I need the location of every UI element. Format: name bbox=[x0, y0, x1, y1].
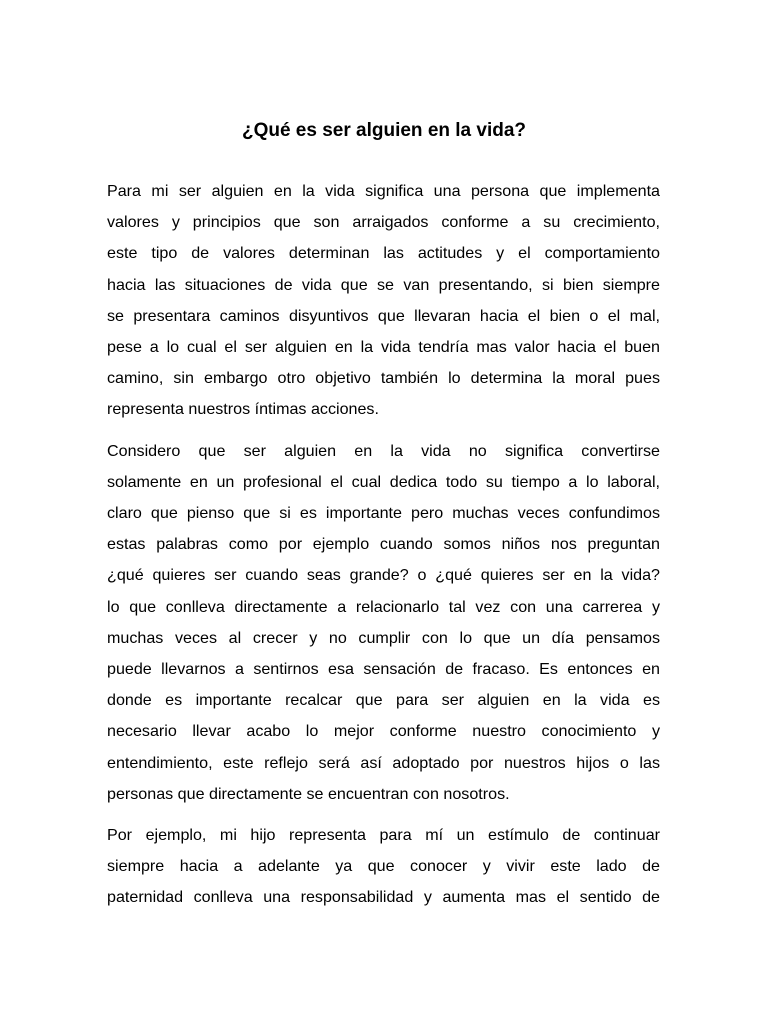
text-line: entendimiento, este reflejo será así adoptado por nuestros hijos o las bbox=[107, 753, 660, 772]
text-line: valores y principios que son arraigados conforme a su crecimiento, bbox=[107, 213, 660, 232]
text-line: Por ejemplo, mi hijo representa para mí un estímulo de continuar bbox=[107, 826, 660, 845]
text-line: se presentara caminos disyuntivos que llevaran hacia el bien o el mal, bbox=[107, 306, 660, 325]
text-line: estas palabras como por ejemplo cuando somos niños nos preguntan bbox=[107, 535, 660, 554]
text-line: hacia las situaciones de vida que se van presentando, si bien siempre bbox=[107, 275, 660, 294]
text-line: necesario llevar acabo lo mejor conforme nuestro conocimiento y bbox=[107, 722, 660, 741]
document-title: ¿Qué es ser alguien en la vida? bbox=[241, 120, 527, 141]
paragraph-2 bbox=[107, 436, 660, 810]
text-line: donde es importante recalcar que para ser alguien en la vida es bbox=[107, 691, 660, 710]
text-line: ¿qué quieres ser cuando seas grande? o ¿qué quieres ser en la vida? bbox=[107, 566, 660, 585]
text-line: personas que directamente se encuentran con nosotros. bbox=[107, 784, 510, 803]
text-line: camino, sin embargo otro objetivo también lo determina la moral pues bbox=[107, 369, 660, 388]
text-line: representa nuestros íntimas acciones. bbox=[107, 400, 379, 419]
text-line: pese a lo cual el ser alguien en la vida tendría mas valor hacia el buen bbox=[107, 338, 660, 357]
text-line: paternidad conlleva una responsabilidad y aumenta mas el sentido de bbox=[107, 888, 660, 907]
text-line: puede llevarnos a sentirnos esa sensación de fracaso. Es entonces en bbox=[107, 660, 660, 679]
text-line: claro que pienso que si es importante pero muchas veces confundimos bbox=[107, 504, 660, 523]
text-line: lo que conlleva directamente a relacionarlo tal vez con una carrerea y bbox=[107, 597, 660, 616]
text-line: siempre hacia a adelante ya que conocer y vivir este lado de bbox=[107, 857, 660, 876]
text-line: Para mi ser alguien en la vida significa una persona que implementa bbox=[107, 182, 660, 200]
text-line: Considero que ser alguien en la vida no significa convertirse bbox=[107, 441, 660, 460]
document-body bbox=[107, 176, 660, 924]
text-line: solamente en un profesional el cual dedica todo su tiempo a lo laboral, bbox=[107, 472, 660, 491]
text-line: muchas veces al crecer y no cumplir con lo que un día pensamos bbox=[107, 628, 660, 647]
paragraph-1 bbox=[107, 176, 660, 426]
paragraph-3 bbox=[107, 820, 660, 914]
text-line: este tipo de valores determinan las actitudes y el comportamiento bbox=[107, 244, 660, 263]
